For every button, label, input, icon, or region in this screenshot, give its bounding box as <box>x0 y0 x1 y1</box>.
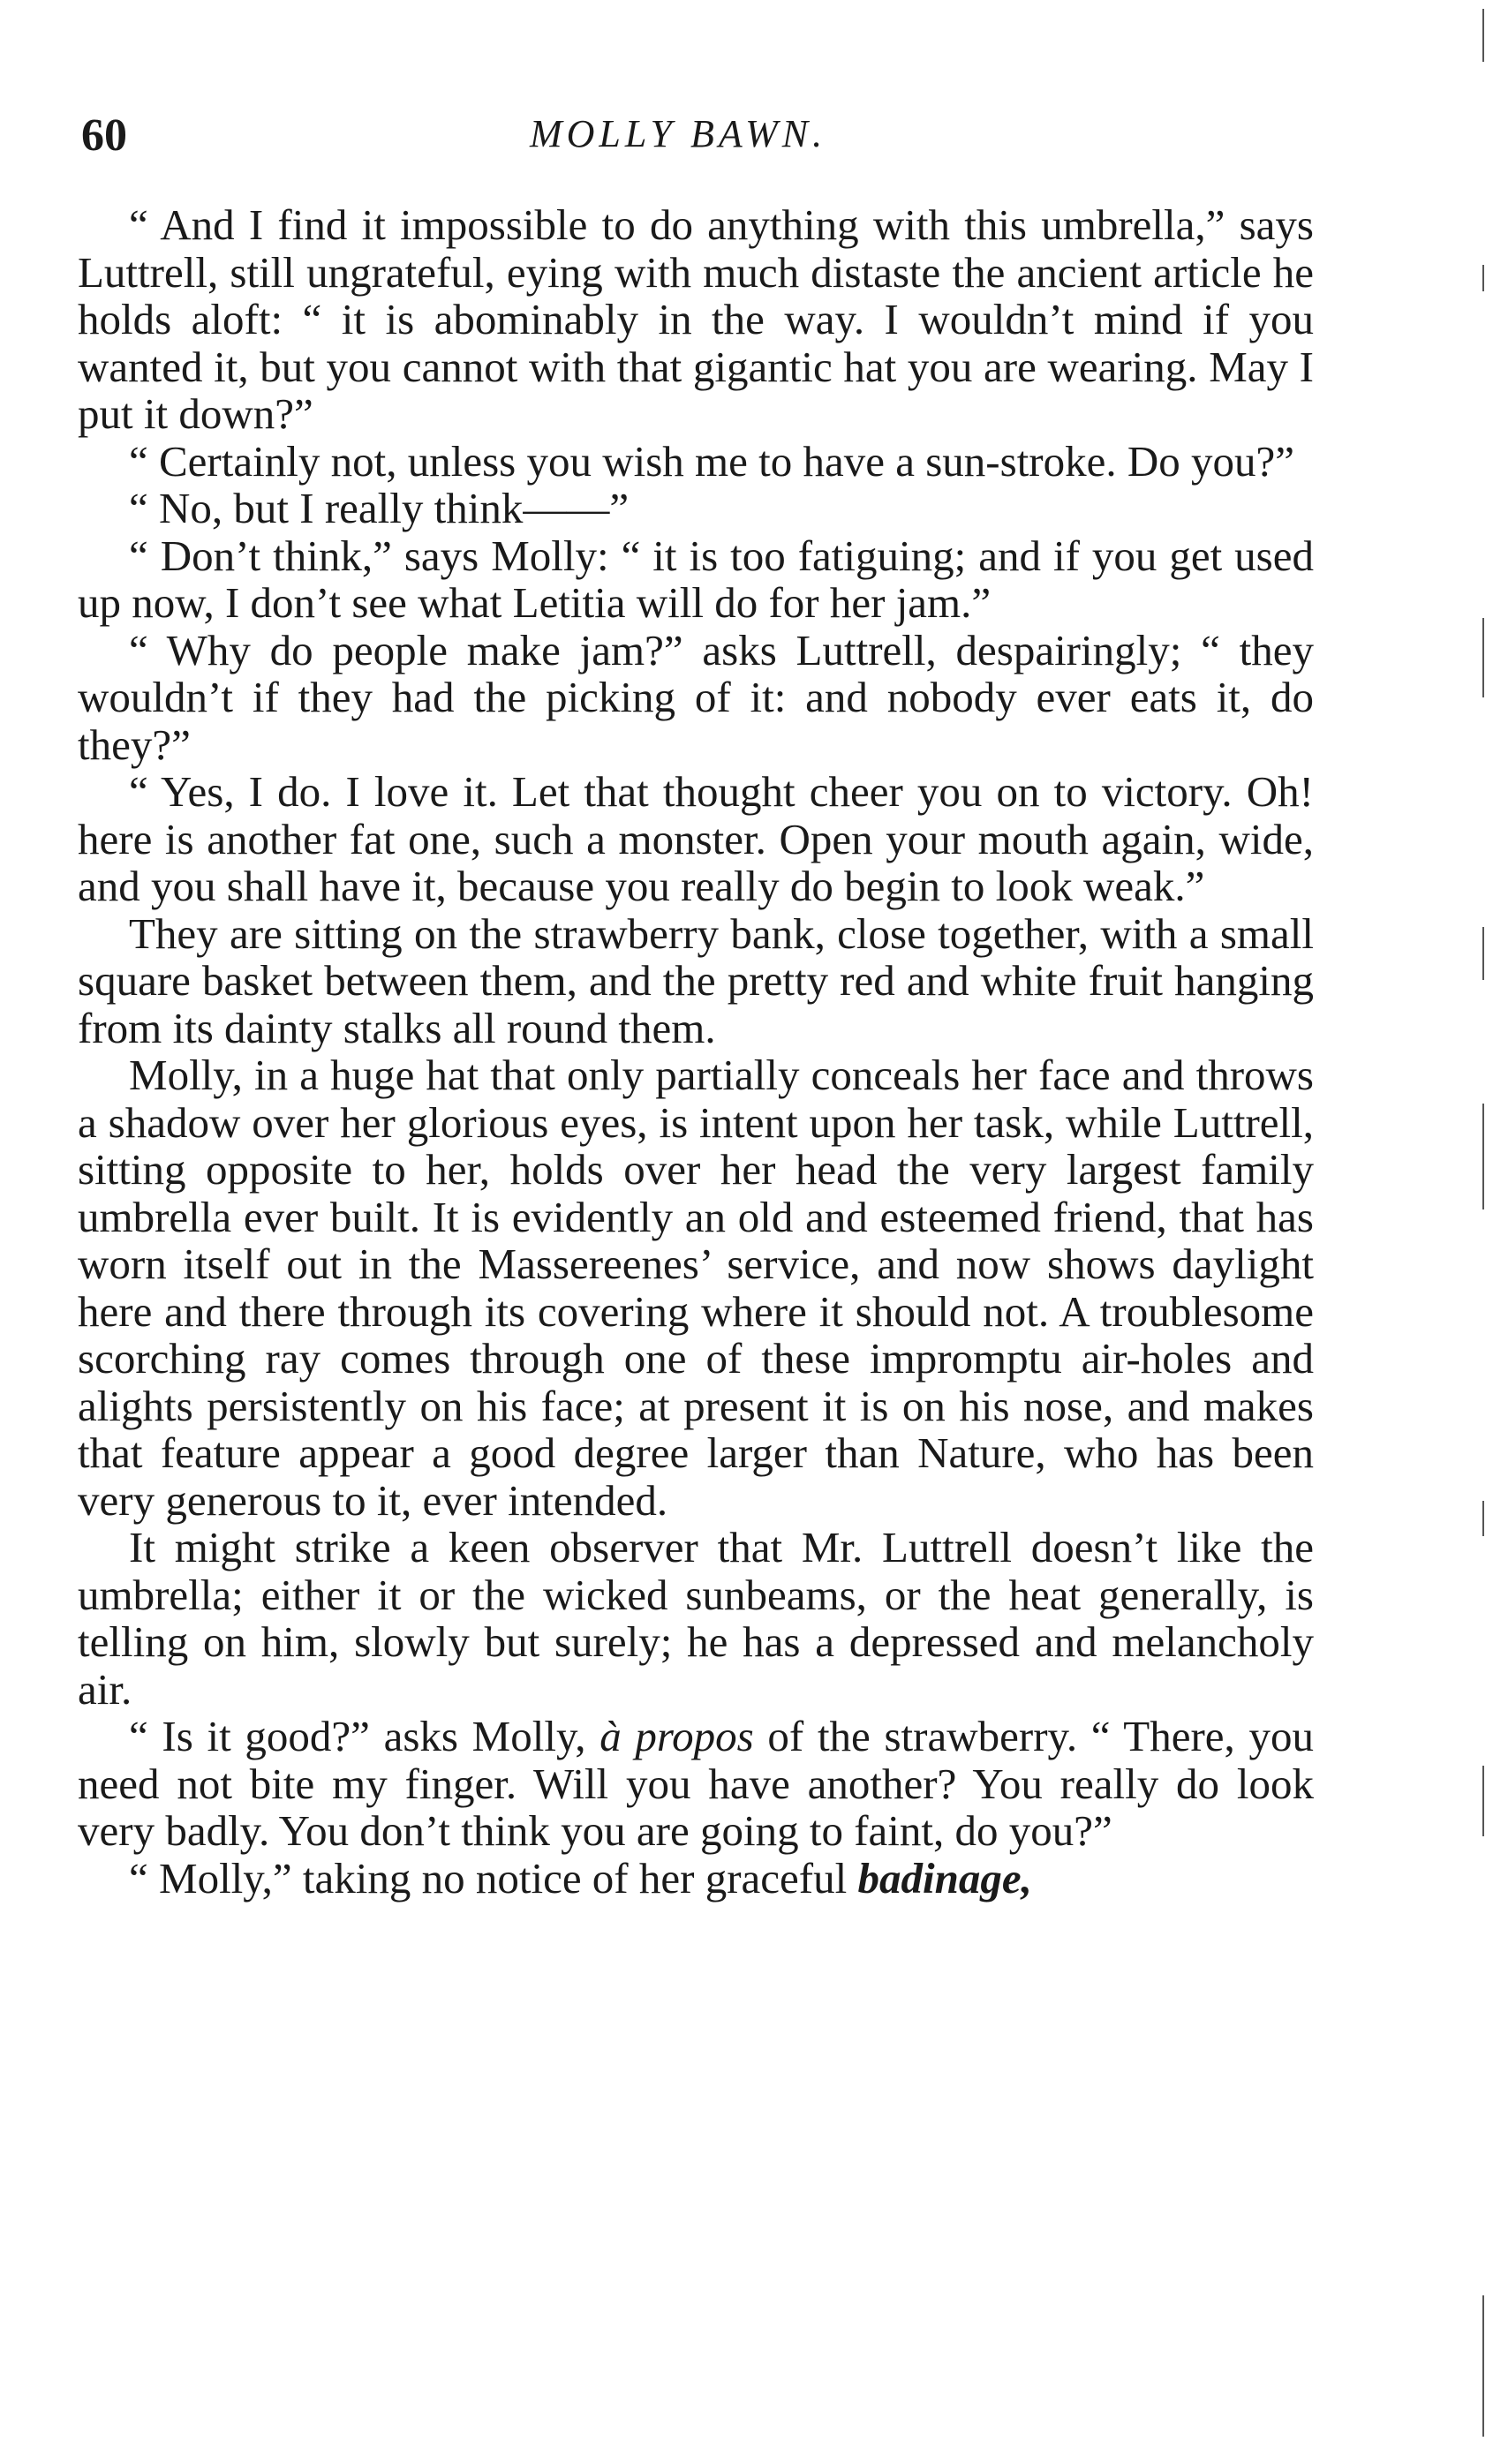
running-title: MOLLY BAWN. <box>530 112 827 155</box>
text-span: “ Molly,” taking no notice of her graceful <box>129 1853 858 1903</box>
paragraph: “ Certainly not, unless you wish me to have a sun-stroke. Do you?” <box>129 436 1295 486</box>
paragraph: “ Yes, I do. I love it. Let that thought cheer you on to victory. Oh! here is another fat one, such a monster. Open your mouth again, wide, and you shall have it, because you really do begin to look weak.” <box>78 767 1314 910</box>
paragraph-badinage <box>78 1855 1314 1903</box>
paragraph: Molly, in a huge hat that only partially conceals her face and throws a shadow over her glorious eyes, is intent upon her task, while Luttrell, sitting opposite to her, holds over her head the very largest family umbrella ever built. It is evidently an old and esteemed friend, that has worn itself out in the Massereenes’ service, and now shows daylight here and there through its covering where it should not. A troublesome scorching ray comes through one of these impromptu air-holes and alights persistently on his face; at present it is on his nose, and makes that feature appear a good degree larger than Nature, who has been very generous to it, ever intended. <box>78 1051 1314 1525</box>
page-edge-marks <box>1472 0 1493 2464</box>
paragraph: They are sitting on the strawberry bank, close together, with a small square basket between them, and the pretty red and white fruit hanging from its dainty stalks all round them. <box>78 908 1314 1052</box>
body-text <box>78 201 1314 1902</box>
paragraph: “ And I find it impossible to do anything with this umbrella,” says Luttrell, still ungrateful, eying with much distaste the ancient article he holds aloft: “ it is abominably in the way. I wouldn’t mind if you wanted it, but you cannot with that gigantic hat you are wearing. May I put it down?” <box>78 200 1314 438</box>
text-span: of the strawberry. “ There, you need not bite my finger. Will you have another? You really do look very badly. You don’t think you are going to faint, do you?” <box>78 1712 1314 1855</box>
paragraph: “ Why do people make jam?” asks Luttrell, despairingly; “ they wouldn’t if they had the picking of it: and nobody ever eats it, do they?” <box>78 625 1314 769</box>
italic-text: à propos <box>599 1712 754 1760</box>
bold-italic-text: badinage, <box>857 1853 1032 1903</box>
paragraph-a-propos <box>78 1713 1314 1855</box>
paragraph: “ No, but I really think——” <box>129 484 630 532</box>
paragraph: “ Don’t think,” says Molly: “ it is too fatiguing; and if you get used up now, I don’t see what Letitia will do for her jam.” <box>78 531 1314 627</box>
page-number: 60 <box>81 110 127 161</box>
text-span: “ Is it good?” asks Molly, <box>129 1712 600 1760</box>
paragraph: It might strike a keen observer that Mr. Luttrell doesn’t like the umbrella; either it or the wicked sunbeams, or the heat generally, is telling on him, slowly but surely; he has a depressed and melancholy air. <box>78 1523 1314 1714</box>
